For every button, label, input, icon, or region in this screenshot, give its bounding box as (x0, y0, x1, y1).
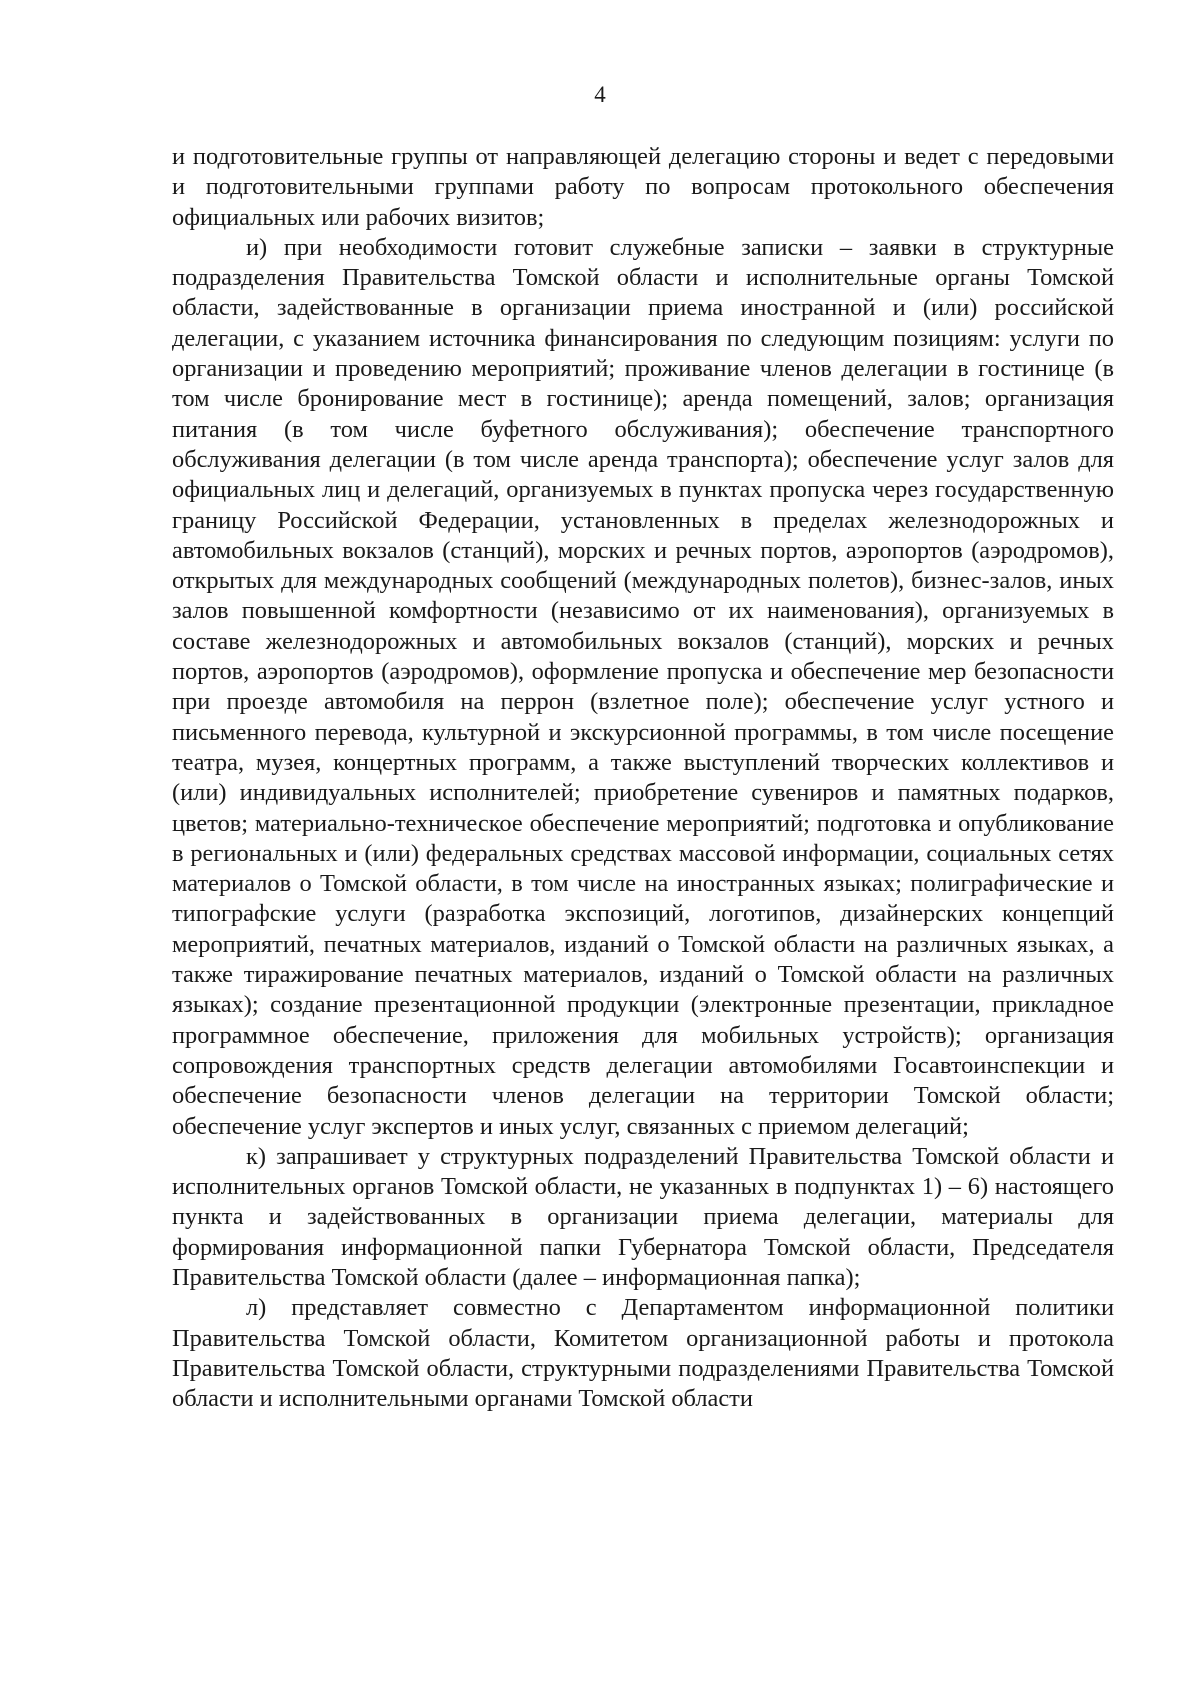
paragraph-item-i: и) при необходимости готовит служебные записки – заявки в структурные подразделения Правительства Томской области и исполнительные органы Томской области, задействованные в организации приема иностранной и (или) российской делегации, с указанием источника финансирования по следующим позициям: услуги по организации и проведению мероприятий; проживание членов делегации в гостинице (в том числе бронирование мест в гостинице); аренда помещений, залов; организация питания (в том числе буфетного обслуживания); обеспечение транспортного обслуживания делегации (в том числе аренда транспорта); обеспечение услуг залов для официальных лиц и делегаций, организуемых в пунктах пропуска через государственную границу Российской Федерации, установленных в пределах железнодорожных и автомобильных вокзалов (станций), морских и речных портов, аэропортов (аэродромов), открытых для международных сообщений (международных полетов), бизнес-залов, иных залов повышенной комфортности (независимо от их наименования), организуемых в составе железнодорожных и автомобильных вокзалов (станций), морских и речных портов, аэропортов (аэродромов), оформление пропуска и обеспечение мер безопасности при проезде автомобиля на перрон (взлетное поле); обеспечение услуг устного и письменного перевода, культурной и экскурсионной программы, в том числе посещение театра, музея, концертных программ, а также выступлений творческих коллективов и (или) индивидуальных исполнителей; приобретение сувениров и памятных подарков, цветов; материально-техническое обеспечение мероприятий; подготовка и опубликование в региональных и (или) федеральных средствах массовой информации, социальных сетях материалов о Томской области, в том числе на иностранных языках; полиграфические и типографские услуги (разработка экспозиций, логотипов, дизайнерских концепций мероприятий, печатных материалов, изданий о Томской области на различных языках, а также тиражирование печатных материалов, изданий о Томской области на различных языках); создание презентационной продукции (электронные презентации, прикладное программное обеспечение, приложения для мобильных устройств); организация сопровождения транспортных средств делегации автомобилями Госавтоинспекции и обеспечение безопасности членов делегации на территории Томской области; обеспечение услуг экспертов и иных услуг, связанных с приемом делегаций; (172, 233, 1114, 1140)
page-number: 4 (594, 82, 606, 107)
document-body (172, 142, 1114, 1414)
paragraph-continuation: и подготовительные группы от направляющей делегацию стороны и ведет с передовыми и подготовительными группами работу по вопросам протокольного обеспечения официальных или рабочих визитов; (172, 143, 1114, 231)
paragraph-item-k: к) запрашивает у структурных подразделений Правительства Томской области и исполнительных органов Томской области, не указанных в подпунктах 1) – 6) настоящего пункта и задействованных в организации приема делегации, материалы для формирования информационной папки Губернатора Томской области, Председателя Правительства Томской области (далее – информационная папка); (172, 1142, 1114, 1291)
paragraph-item-l: л) представляет совместно с Департаментом информационной политики Правительства Томской области, Комитетом организационной работы и протокола Правительства Томской области, структурными подразделениями Правительства Томской области и исполнительными органами Томской области (172, 1294, 1114, 1413)
